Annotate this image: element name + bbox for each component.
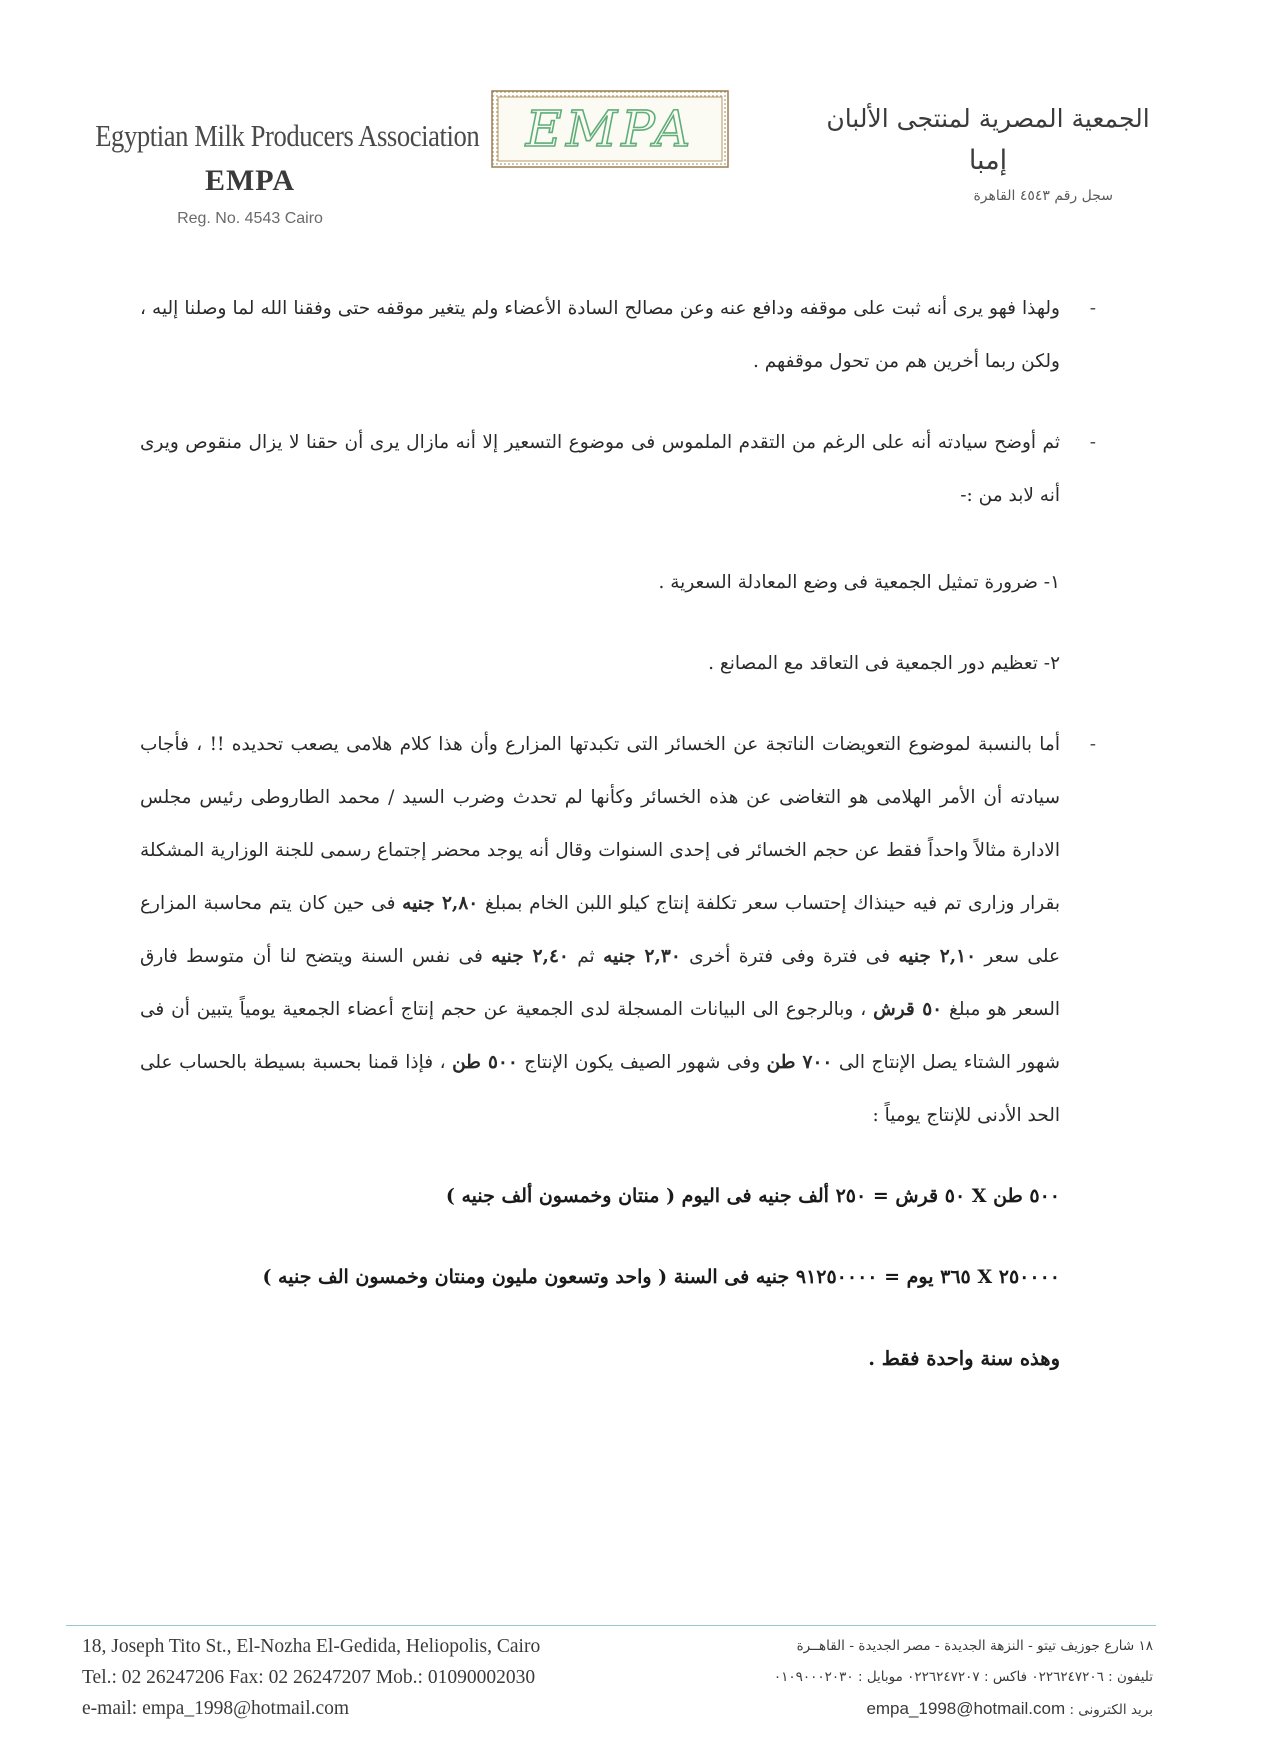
organization-name-ar: الجمعية المصرية لمنتجى الألبان (826, 104, 1150, 133)
paragraph-position (140, 282, 1096, 388)
price-value: ٢,٤٠ جنيه (491, 946, 569, 967)
compensation-text: فى نفس السنة ويتضح لنا أن متوسط فارق السعر هو مبلغ (140, 946, 1060, 1020)
letter-body (140, 282, 1096, 1385)
registration-number-en: Reg. No. 4543 Cairo (177, 210, 323, 227)
footer-address-ar: ١٨ شارع جوزيف تيتو - النزهة الجديدة - مصر الجديدة - القاهــرة (796, 1638, 1153, 1654)
winter-production-value: ٧٠٠ طن (766, 1052, 833, 1073)
calculation-daily: ٥٠٠ طن X ٥٠ قرش = ٢٥٠ ألف جنيه فى اليوم ( منتان وخمسون ألف جنيه ) (445, 1185, 1060, 1207)
organization-abbreviation-ar: إمبا (968, 145, 1008, 176)
footer-email-row-ar (653, 1693, 1153, 1726)
footer-divider (66, 1625, 1156, 1626)
compensation-text: ، وبالرجوع الى البيانات المسجلة لدى الجمعية عن حجم إنتاج أعضاء الجمعية يومياً يتبين أن فى شهور الشتاء يصل الإنتاج الى (140, 999, 1061, 1073)
footer-email-label-ar: بريد الكترونى : (1069, 1702, 1153, 1718)
numbered-item-1: ١- ضرورة تمثيل الجمعية فى وضع المعادلة السعرية . (658, 572, 1060, 593)
paragraph-pricing-text: ثم أوضح سيادته أنه على الرغم من التقدم الملموس فى موضوع التسعير إلا أنه مازال يرى أن حقنا لا يزال منقوص ويرى أنه لابد من :- (140, 432, 1060, 506)
logo-text: EMPA (525, 100, 695, 158)
price-value: ٢,٨٠ جنيه (402, 893, 479, 914)
footer-arabic (653, 1631, 1153, 1726)
compensation-text: أما بالنسبة لموضوع التعويضات الناتجة عن الخسائر التى تكبدتها المزارع وأن هذا كلام هلامى يصعب تحديده !! ، فأجاب سيادته أن الأمر الهلامى هو التغاضى عن هذه الخسائر وكأنها لم تحدث وضرب السيد / محمد الطاروطى رئيس مجلس الادارة مثالاً واحداً فقط عن حجم الخسائر فى إحدى السنوات وقال أنه يوجد محضر إجتماع رسمى للجنة الوزارية المشكلة بقرار وزارى تم فيه حينذاك إحتساب سعر تكلفة إنتاج كيلو اللبن الخام بمبلغ (140, 734, 1060, 914)
numbered-item-2: ٢- تعظيم دور الجمعية فى التعاقد مع المصانع . (708, 653, 1060, 674)
price-difference-value: ٥٠ قرش (873, 999, 943, 1020)
paragraph-pricing (140, 416, 1096, 522)
letterhead-english (70, 118, 480, 228)
summer-production-value: ٥٠٠ طن (452, 1052, 518, 1073)
footer-address-en: 18, Joseph Tito St., El-Nozha El-Gedida, Heliopolis, Cairo (82, 1636, 541, 1657)
bullet-dash: - (1089, 298, 1096, 319)
compensation-text: ثم (568, 946, 604, 967)
organization-abbreviation-en: EMPA (204, 164, 296, 197)
bullet-dash: - (1089, 432, 1096, 453)
price-value: ٢,٣٠ جنيه (603, 946, 681, 967)
paragraph-position-text: ولهذا فهو يرى أنه ثبت على موقفه ودافع عنه وعن مصالح السادة الأعضاء ولم يتغير موقفه حتى وفقنا الله لما وصلنا إليه ، ولكن ربما أخرين هم من تحول موقفهم . (140, 298, 1060, 372)
price-value: ٢,١٠ جنيه (898, 946, 977, 967)
compensation-text: فى حين كان يتم محاسبة المزارع على سعر (140, 893, 1061, 967)
calculation-yearly: ٢٥٠٠٠٠ X ٣٦٥ يوم = ٩١٢٥٠٠٠٠ جنيه فى السنة ( واحد وتسعون مليون ومنتان وخمسون الف جنيه ) (262, 1266, 1060, 1288)
footer-email-en: e-mail: empa_1998@hotmail.com (82, 1698, 350, 1719)
empa-logo (491, 90, 729, 168)
bullet-dash: - (1089, 734, 1096, 755)
letterhead-arabic (823, 104, 1153, 204)
footer-phones-en: Tel.: 02 26247206 Fax: 02 26247207 Mob.: 01090002030 (82, 1667, 536, 1688)
organization-name-en: Egyptian Milk Producers Association (95, 118, 480, 153)
compensation-text: فى فترة وفى فترة أخرى (680, 946, 899, 967)
paragraph-compensation (140, 718, 1096, 1142)
footer-email-ar: empa_1998@hotmail.com (866, 1699, 1066, 1718)
footer-english (82, 1631, 642, 1724)
compensation-text: ، فإذا قمنا بحسبة بسيطة بالحساب على الحد الأدنى للإنتاج يومياً : (140, 1052, 1060, 1126)
footer-phones-ar: تليفون : ٠٢٢٦٢٤٧٢٠٦ فاكس : ٠٢٢٦٢٤٧٢٠٧ موبايل : ٠١٠٩٠٠٠٢٠٣٠ (773, 1669, 1153, 1685)
compensation-text: وفى شهور الصيف يكون الإنتاج (517, 1052, 767, 1073)
registration-number-ar: سجل رقم ٤٥٤٣ القاهرة (973, 188, 1113, 204)
closing-line: وهذه سنة واحدة فقط . (868, 1347, 1060, 1370)
